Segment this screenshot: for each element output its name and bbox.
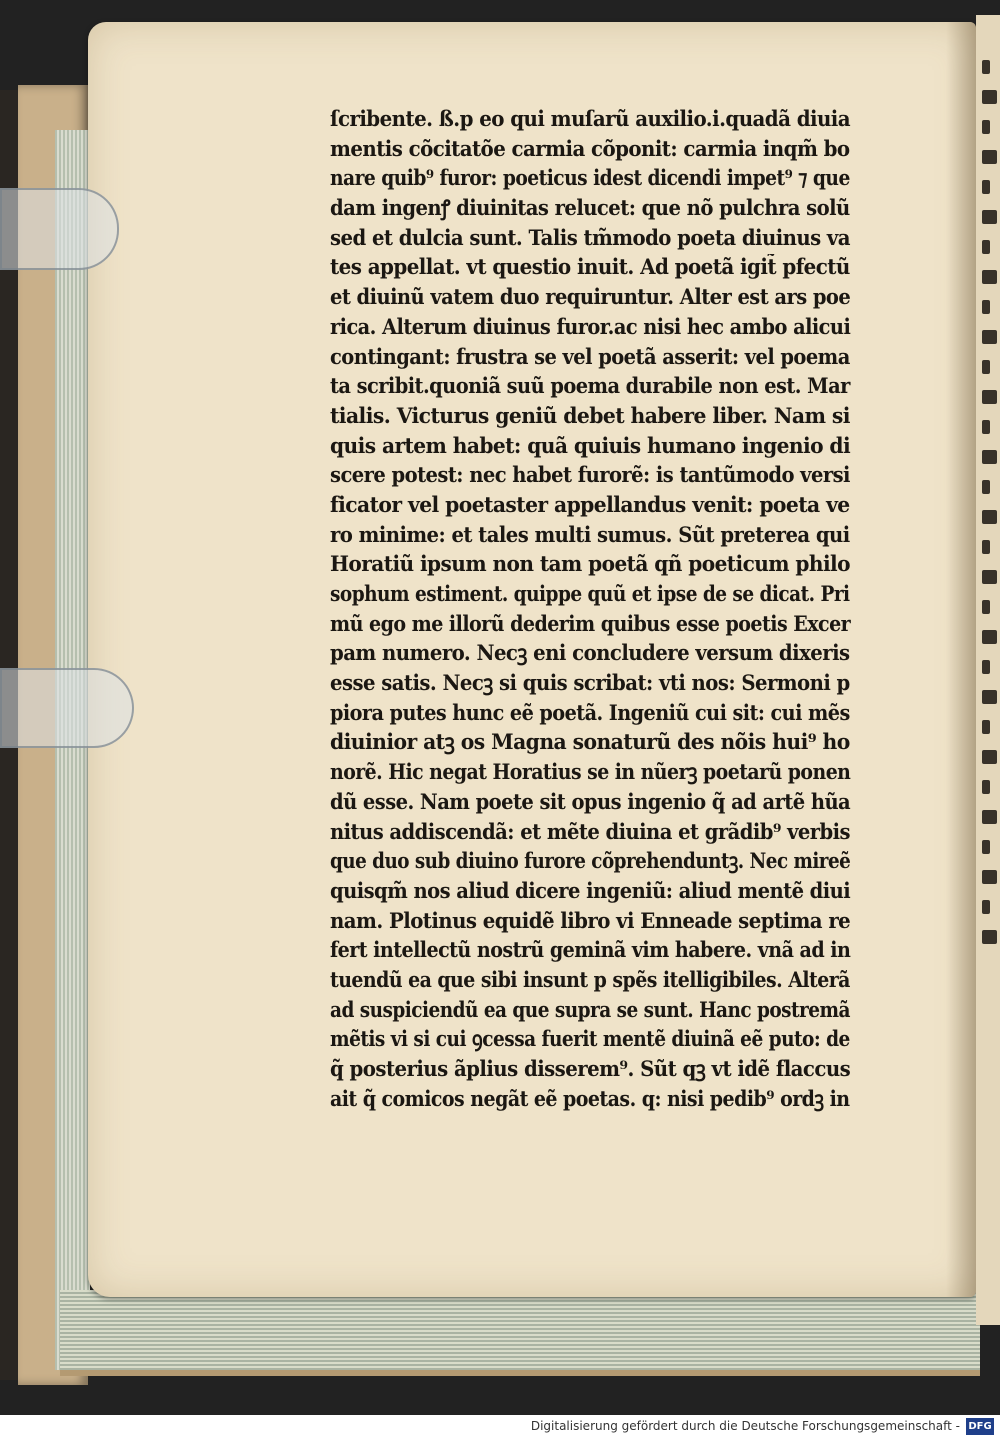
facing-page-glyph xyxy=(982,210,997,224)
facing-page-glyph xyxy=(982,60,990,74)
text-line: quis artem habet: quã quiuis humano ingenio di xyxy=(330,432,851,458)
facing-page-glyph xyxy=(982,330,997,344)
text-line: ta scribit.quoniã suũ poema durabile non est. Mar xyxy=(330,373,850,399)
facing-page-glyph xyxy=(982,600,990,614)
facing-page-edge xyxy=(976,15,1000,1325)
dfg-logo: DFG xyxy=(966,1418,994,1435)
facing-page-glyph xyxy=(982,660,990,674)
page-block-bottom-edge xyxy=(60,1290,980,1376)
text-line: sed et dulcia sunt. Talis tm̃modo poeta diuinus va xyxy=(330,224,850,250)
facing-page-glyph xyxy=(982,900,990,914)
facing-page-glyph xyxy=(982,870,997,884)
text-line: tialis. Victurus geniũ debet habere liber. Nam si xyxy=(330,402,850,428)
text-line: fert intellectũ nostrũ geminã vim habere. vnã ad in xyxy=(330,937,851,963)
text-line: ait q̃ comicos negãt eẽ poetas. q: nisi pedib⁹ ordꝫ in xyxy=(330,1085,850,1111)
facing-page-glyph xyxy=(982,300,990,314)
facing-page-glyph xyxy=(982,930,997,944)
text-line: sophum estiment. quippe quũ et ipse de se dicat. Pri xyxy=(330,581,850,606)
text-line: pam numero. Necꝫ eni concludere versum dixeris xyxy=(330,640,850,666)
footer-bar xyxy=(0,1415,1000,1440)
text-line: contingant: frustra se vel poetã asserit: vel poema xyxy=(330,343,850,369)
text-line: Horatiũ ipsum non tam poetã qñ poeticum philo xyxy=(330,551,850,577)
facing-page-glyph xyxy=(982,180,990,194)
text-line: que duo sub diuino furore cõprehenduntꝫ. Nec mireẽ xyxy=(330,848,851,874)
text-line: ficator vel poetaster appellandus venit: poeta ve xyxy=(330,491,850,517)
facing-page-glyph xyxy=(982,120,990,134)
facing-page-glyph xyxy=(982,570,997,584)
facing-page-glyph xyxy=(982,480,990,494)
text-line: q̃ posterius ãplius disserem⁹. Sũt qꝫ vt idẽ flaccus xyxy=(330,1056,851,1081)
facing-page-glyph xyxy=(982,690,997,704)
facing-page-glyph xyxy=(982,840,990,854)
text-line: nare quib⁹ furor: poeticus idest dicendi impet⁹ ⁊ que xyxy=(330,165,850,191)
text-line: ro minime: et tales multi sumus. Sũt preterea qui xyxy=(330,521,850,547)
facing-page-glyph xyxy=(982,750,997,764)
facing-page-glyph xyxy=(982,270,997,284)
page-clip-top xyxy=(0,188,119,270)
text-line: tes appellat. vt questio inuit. Ad poetã igit̃ pfectũ xyxy=(330,254,850,280)
page-clip-bottom xyxy=(0,668,134,748)
text-line: mentis cõcitatõe carmia cõponit: carmia inqm̃ bo xyxy=(330,135,850,161)
facing-page-glyph xyxy=(982,450,997,464)
text-line: scere potest: nec habet furorẽ: is tantũmodo versi xyxy=(330,462,850,488)
facing-page-glyph xyxy=(982,390,997,404)
page-block-edge xyxy=(55,130,90,1370)
facing-page-glyph xyxy=(982,510,997,524)
facing-page-glyph xyxy=(982,630,997,644)
text-line: dũ esse. Nam poete sit opus ingenio q̃ ad artẽ hũa xyxy=(330,788,851,814)
facing-page-glyph xyxy=(982,90,997,104)
facing-page-glyph xyxy=(982,780,990,794)
text-line: et diuinũ vatem duo requiruntur. Alter est ars poe xyxy=(330,284,851,310)
facing-page-glyph xyxy=(982,240,990,254)
facing-page-glyph xyxy=(982,720,990,734)
text-line: tuendũ ea que sibi insunt p spẽs itelligibiles. Alterã xyxy=(330,966,850,992)
text-line: diuinior atꝫ os Magna sonaturũ des nõis hui⁹ ho xyxy=(330,729,850,755)
incunabula-text-block xyxy=(330,104,850,1113)
text-line: quisqm̃ nos aliud dicere ingeniũ: aliud mentẽ diui xyxy=(330,877,851,903)
text-line: dam ingenꝭ diuinitas relucet: que nõ pulchra solũ xyxy=(330,195,850,221)
facing-page-glyph xyxy=(982,360,990,374)
text-line: mũ ego me illorũ dederim quibus esse poetis Excer xyxy=(330,610,851,636)
text-line: norẽ. Hic negat Horatius se in nũerꝫ poetarũ ponen xyxy=(330,759,851,785)
facing-page-glyph xyxy=(982,420,990,434)
footer-credit: Digitalisierung gefördert durch die Deutsche Forschungsgemeinschaft - xyxy=(530,1419,960,1433)
facing-page-glyph xyxy=(982,540,990,554)
text-line: nitus addiscendã: et mẽte diuina et grãdib⁹ verbis xyxy=(330,818,851,844)
text-line: ad suspiciendũ ea que supra se sunt. Hanc postremã xyxy=(330,996,850,1022)
facing-page-glyph xyxy=(982,150,997,164)
text-line: nam. Plotinus equidẽ libro vi Enneade septima re xyxy=(330,907,851,933)
page-gutter-shadow xyxy=(946,22,976,1297)
text-line: piora putes hunc eẽ poetã. Ingeniũ cui sit: cui mẽs xyxy=(330,699,850,725)
text-line: mẽtis vi si cui ꝯcessa fuerit mentẽ diuinã eẽ puto: de xyxy=(330,1026,850,1052)
text-line: ſcribente. ß.p eo qui muſarũ auxilio.i.quadã diuia xyxy=(330,106,851,131)
text-line: esse satis. Necꝫ si quis scribat: vti nos: Sermoni p xyxy=(330,670,850,696)
facing-page-glyph xyxy=(982,810,997,824)
text-line: rica. Alterum diuinus furor.ac nisi hec ambo alicui xyxy=(330,313,851,339)
